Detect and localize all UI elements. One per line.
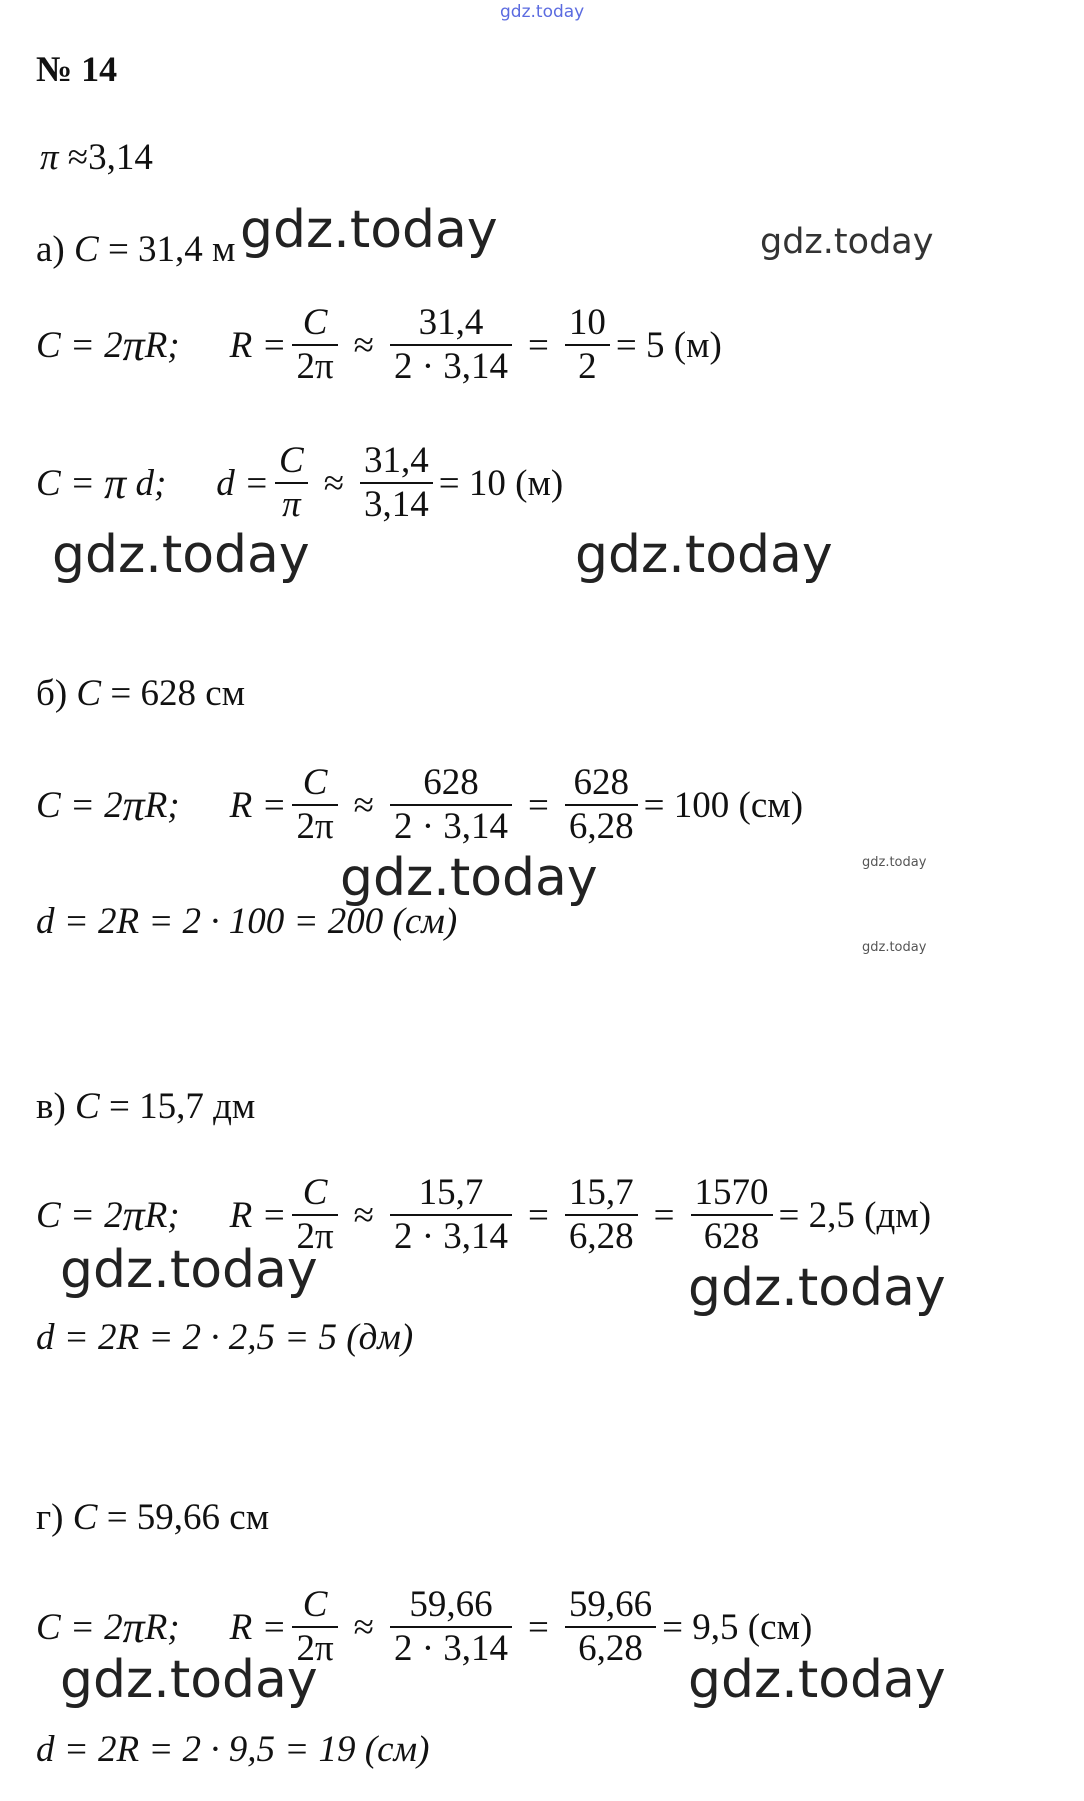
given-value: = 31,4 м xyxy=(107,229,236,270)
formula-text: C = 2 xyxy=(36,324,123,366)
watermark-text: gdz.today xyxy=(575,525,833,585)
watermark-text: gdz.today xyxy=(688,1650,946,1710)
formula-tail: d; xyxy=(135,462,167,504)
fraction: $\frac{1570}{628}$ xyxy=(691,1172,773,1258)
watermark-text: gdz.today xyxy=(862,855,927,870)
pi-symbol: π xyxy=(122,1190,145,1240)
result-text: = 9,5 (см) xyxy=(662,1606,813,1648)
fraction: $\frac{59,66}{6,28}$ xyxy=(565,1584,656,1670)
formula-tail: R; xyxy=(144,784,180,826)
formula-text: C = 2 xyxy=(36,1194,123,1236)
approx-sign: ≈ xyxy=(353,784,374,826)
result-text: = 5 (м) xyxy=(615,324,722,366)
pi-symbol: π xyxy=(122,1602,145,1652)
fraction: $\frac{15,7}{6,28}$ xyxy=(565,1172,638,1258)
result-text: = 100 (см) xyxy=(643,784,804,826)
approx-sign: ≈ xyxy=(67,137,89,178)
given-value: = 628 см xyxy=(110,673,246,714)
pi-value: 3,14 xyxy=(88,137,153,178)
lhs-text: R = xyxy=(229,784,287,826)
fraction: $\frac{31,4}{3,14}$ xyxy=(360,440,433,526)
lhs-text: d = xyxy=(216,462,269,504)
var-c: C xyxy=(74,229,99,270)
pi-symbol: π xyxy=(104,458,127,508)
formula-tail: R; xyxy=(144,1194,180,1236)
lhs-text: R = xyxy=(229,1194,287,1236)
approx-sign: ≈ xyxy=(353,1606,374,1648)
problem-number: № 14 xyxy=(36,49,118,89)
formula-tail: R; xyxy=(144,324,180,366)
part-a-diameter-line xyxy=(36,440,563,526)
watermark-text: gdz.today xyxy=(688,1258,946,1318)
part-label: в) xyxy=(36,1086,66,1127)
equals-sign: = xyxy=(528,324,549,366)
part-b-diameter-line: d = 2R = 2 · 100 = 200 (см) xyxy=(36,901,458,942)
part-a-radius-line xyxy=(36,302,722,388)
pi-symbol: π xyxy=(40,137,59,178)
var-c: C xyxy=(76,673,102,714)
equals-sign: = xyxy=(528,1194,549,1236)
part-label: б) xyxy=(36,673,68,714)
var-c: C xyxy=(72,1497,98,1538)
watermark-text: gdz.today xyxy=(760,222,934,262)
equals-sign: = xyxy=(653,1194,675,1236)
watermark-text: gdz.today xyxy=(60,1650,318,1710)
pi-approx-line xyxy=(40,136,153,179)
approx-sign: ≈ xyxy=(353,324,374,366)
part-b-radius-line xyxy=(36,762,803,848)
part-label: г) xyxy=(36,1497,64,1538)
var-c: C xyxy=(75,1086,100,1127)
fraction: $\frac{C}{2\pi}$ xyxy=(292,302,337,388)
fraction: $\frac{59,66}{2 \cdot 3,14}$ xyxy=(390,1584,512,1670)
fraction: $\frac{15,7}{2 \cdot 3,14}$ xyxy=(390,1172,512,1258)
part-g-given xyxy=(36,1496,269,1539)
approx-sign: ≈ xyxy=(353,1194,374,1236)
pi-symbol: π xyxy=(122,320,145,370)
fraction: $\frac{31,4}{2 \cdot 3,14}$ xyxy=(390,302,512,388)
approx-sign: ≈ xyxy=(323,462,344,504)
equals-sign: = xyxy=(528,1606,549,1648)
formula-text: C = 2 xyxy=(36,784,123,826)
fraction: $\frac{C}{2\pi}$ xyxy=(292,1172,337,1258)
part-v-diameter-line: d = 2R = 2 · 2,5 = 5 (дм) xyxy=(36,1317,414,1358)
part-label: а) xyxy=(36,229,65,270)
given-value: = 15,7 дм xyxy=(108,1086,256,1127)
part-v-given xyxy=(36,1085,255,1128)
part-g-diameter-line: d = 2R = 2 · 9,5 = 19 (см) xyxy=(36,1729,430,1770)
result-text: = 2,5 (дм) xyxy=(778,1194,932,1236)
lhs-text: R = xyxy=(229,324,287,366)
equals-sign: = xyxy=(528,784,549,826)
pi-symbol: π xyxy=(122,780,145,830)
header-watermark: gdz.today xyxy=(500,2,585,22)
result-text: = 10 (м) xyxy=(438,462,564,504)
watermark-text: gdz.today xyxy=(340,848,598,908)
fraction: $\frac{C}{2\pi}$ xyxy=(292,762,337,848)
watermark-text: gdz.today xyxy=(52,525,310,585)
watermark-text: gdz.today xyxy=(240,200,498,260)
fraction: $\frac{10}{2}$ xyxy=(565,302,610,388)
watermark-text: gdz.today xyxy=(60,1240,318,1300)
part-b-given xyxy=(36,672,245,715)
lhs-text: R = xyxy=(229,1606,287,1648)
watermark-text: gdz.today xyxy=(862,940,927,955)
formula-text: C = xyxy=(36,462,95,504)
formula-tail: R; xyxy=(144,1606,180,1648)
part-a-given xyxy=(36,228,235,271)
fraction: $\frac{628}{6,28}$ xyxy=(565,762,638,848)
fraction: $\frac{628}{2 \cdot 3,14}$ xyxy=(390,762,512,848)
given-value: = 59,66 см xyxy=(106,1497,270,1538)
fraction: $\frac{C}{2\pi}$ xyxy=(292,1584,337,1670)
fraction: $\frac{C}{\pi}$ xyxy=(275,440,308,526)
formula-text: C = 2 xyxy=(36,1606,123,1648)
